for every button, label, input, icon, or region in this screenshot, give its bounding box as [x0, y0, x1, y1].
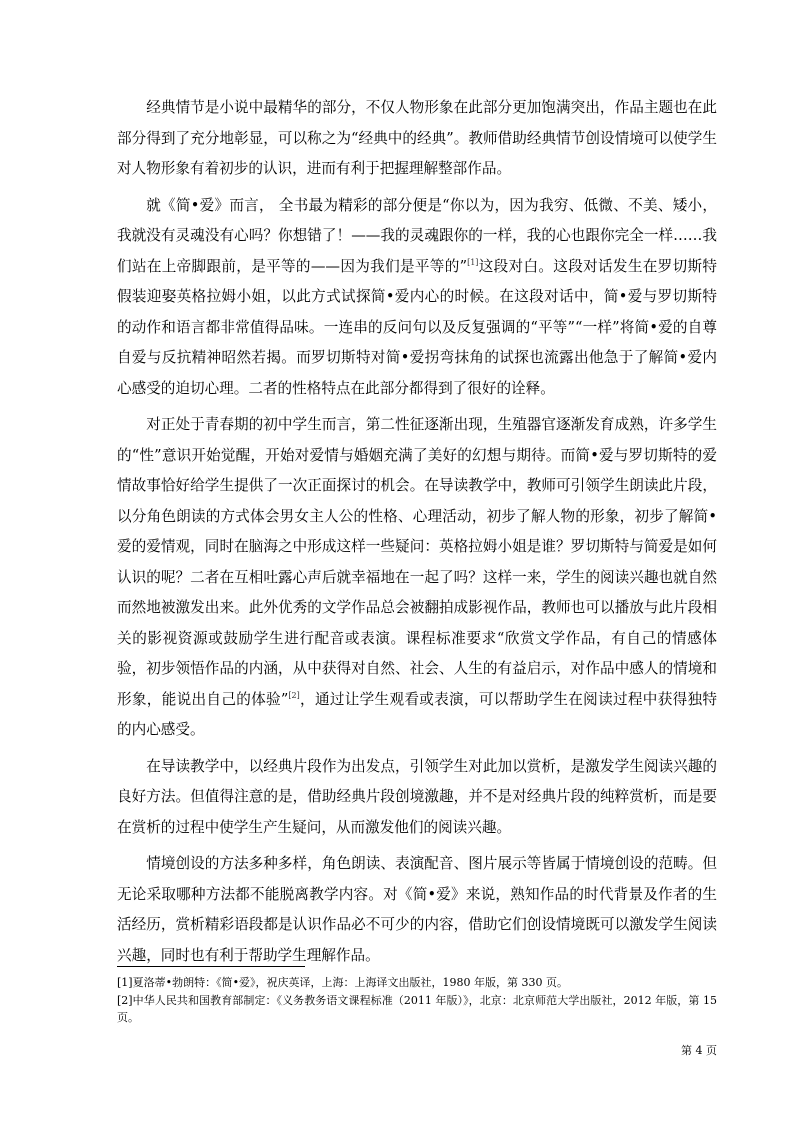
paragraph-text: 就《简•爱》而言， 全书最为精彩的部分便是“你以为，因为我穷、低微、不美、矮小，我就没有灵魂没有心吗？你想错了！——我的灵魂跟你的一样，我的心也跟你完全一样……我们站在上帝脚跟前，是平等的——因为我们是平等的” [117, 196, 717, 275]
paragraph-text: 在导读教学中，以经典片段作为出发点，引领学生对此加以赏析，是激发学生阅读兴趣的良好方法。但值得注意的是，借助经典片段创境激趣，并不是对经典片段的纯粹赏析，而是要在赏析的过程中使学生产生疑问，从而激发他们的阅读兴趣。 [117, 757, 717, 836]
body-text [117, 93, 717, 977]
page-number: 第 4 页 [681, 1044, 717, 1057]
paragraph-text: 对正处于青春期的初中学生而言，第二性征逐渐出现，生殖器官逐渐发育成熟，许多学生的“性”意识开始觉醒，开始对爱情与婚姻充满了美好的幻想与期待。而简•爱与罗切斯特的爱情故事恰好给学生提供了一次正面探讨的机会。在导读教学中，教师可引领学生朗读此片段，以分角色朗读的方式体会男女主人公的性格、心理活动，初步了解人物的形象，初步了解简•爱的爱情观，同时在脑海之中形成这样一些疑问：英格拉姆小姐是谁？罗切斯特与简爱是如何认识的呢？二者在互相吐露心声后就幸福地在一起了吗？这样一来，学生的阅读兴趣也就自然而然地被激发出来。此外优秀的文学作品总会被翻拍成影视作品，教师也可以播放与此片段相关的影视资源或鼓励学生进行配音或表演。课程标准要求“欣赏文学作品，有自己的情感体验，初步领悟作品的内涵，从中获得对自然、社会、人生的有益启示，对作品中感人的情境和形象，能说出自己的体验” [117, 416, 717, 708]
footnote-divider [117, 966, 305, 967]
footnote-ref-1[interactable]: [1] [467, 257, 479, 267]
paragraph-2 [117, 191, 717, 405]
paragraph-text: 这段对白。这段对话发生在罗切斯特假装迎娶英格拉姆小姐，以此方式试探简•爱内心的时候。在这段对话中，简•爱与罗切斯特的动作和语言都非常值得品味。一连串的反问句以及反复强调的“平等”“一样”将简•爱的自尊自爱与反抗精神昭然若揭。而罗切斯特对简•爱拐弯抹角的试探也流露出他急于了解简•爱内心感受的迫切心理。二者的性格特点在此部分都得到了很好的诠释。 [117, 257, 717, 397]
footnotes [117, 974, 717, 1027]
footnote-1: [1]夏洛蒂•勃朗特：《简•爱》，祝庆英译，上海：上海译文出版社，1980 年版，第 330 页。 [117, 976, 569, 989]
paragraph-text: 经典情节是小说中最精华的部分，不仅人物形象在此部分更加饱满突出，作品主题也在此部分得到了充分地彰显，可以称之为“经典中的经典”。教师借助经典情节创设情境可以使学生对人物形象有着初步的认识，进而有利于把握理解整部作品。 [117, 99, 717, 177]
paragraph-5 [117, 849, 717, 971]
paragraph-text: ，通过让学生观看或表演，可以帮助学生在阅读过程中获得独特的内心感受。 [117, 690, 717, 738]
paragraph-3 [117, 410, 717, 746]
paragraph-1 [117, 93, 717, 185]
footnote-2: [2]中华人民共和国教育部制定：《义务教务语文课程标准（2011 年版）》，北京：北京师范大学出版社，2012 年版，第 15 页。 [117, 993, 717, 1024]
footnote-ref-2[interactable]: [2] [288, 690, 300, 700]
paragraph-text: 情境创设的方法多种多样，角色朗读、表演配音、图片展示等皆属于情境创设的范畴。但无论采取哪种方法都不能脱离教学内容。对《简•爱》来说，熟知作品的时代背景及作者的生活经历，赏析精彩语段都是认识作品必不可少的内容，借助它们创设情境既可以激发学生阅读兴趣，同时也有利于帮助学生理解作品。 [117, 855, 717, 964]
paragraph-4 [117, 752, 717, 844]
